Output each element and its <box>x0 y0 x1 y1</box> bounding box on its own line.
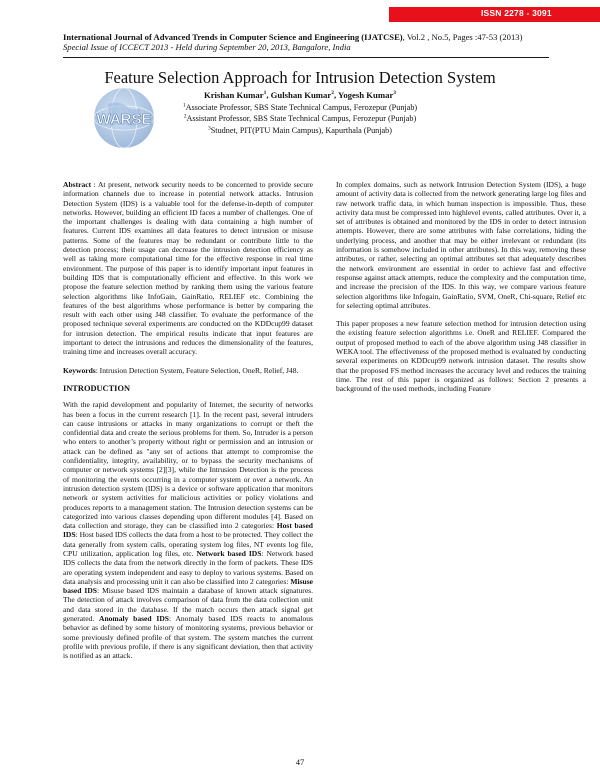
affiliation-mark: 3 <box>208 124 211 131</box>
affiliation-text: Associate Professor, SBS State Technical Campus, Ferozepur (Punjab) <box>185 103 418 112</box>
author-list <box>0 90 600 100</box>
special-issue-line: Special Issue of ICCECT 2013 - Held during September 20, 2013, Bangalore, India <box>63 42 351 52</box>
intro-paragraph-3: This paper proposes a new feature selection method for intrusion detection using the existing feature selection algorithms i.e. OneR and RELIEF. Compared the output of proposed method to each of the above algorithm using J48 classifier in WEKA tool. The effectiveness of the proposed method is evaluated by conducting several experiments on KDDcup99 network intrusion dataset. The results show that the proposed FS method increases the accuracy level and reduces the training time. The rest of this paper is organized as follows: Section 2 presents a background of the used methods, including Feature <box>336 319 586 394</box>
page-number: 47 <box>295 757 305 767</box>
anomaly-ids-label: Anomaly based IDS <box>99 614 169 624</box>
author-separator: , <box>266 90 271 100</box>
right-column <box>336 180 586 403</box>
intro-paragraph-2: In complex domains, such as network Intrusion Detection System (IDS), a huge amount of activity data is collected from the network generating large log files and raw network traffic data, in which human inspection is impossible. Thus, these activity data must be compressed into highlevel events, called attributes. Over it, a set of attributes is obtained and monitored by the IDS in order to detect intrusion attempts. However, there are some attributes with false correlations, hiding the underlying process, and another that may be either irrelevant or redundant (its information is somehow included in other attributes). In this way, removing these attributes, or rather, selecting an optimal attributes set that adequately describes the network environment are essential in order to achieve fast and effective response against attack attempts, reduce the complexity and the computation time, and increase the precision of the IDS. In this way, we compare various feature selection algorithms like Infogain, GainRatio, SVM, OneR, Chi-square, Relief etc for selecting optimal attributes. <box>336 180 586 310</box>
network-ids-label: Network based IDS <box>196 548 262 558</box>
abstract-text: : At present, network security needs to be concerned to provide secure information channels due to increase in potential network attacks. Intrusion Detection System (IDS) is a valuable tool for the defense-in-depth of computer networks. However, building an efficient ID faces a number of challenges. One of the important challenges is dealing with data containing a high number of features. Current IDS examines all data features to detect intrusion or misuse patterns. Some of the features may be redundant or contribute little to the detection process; their usage can decrease the intrusion detection efficiency as well as taking more computational time for the effective response in real time environment. The purpose of this paper is to identify important input features in building IDS that is computationally efficient and effective. In this work we propose the feature selection method by ranking them using the various feature selection algorithms like InfoGain, GainRatio, RELIEF etc. Combining the features of the best algorithms whose performance is better by comparing the result with each other using J48 classifier. To evaluate the performance of the proposed technique several experiments are conducted on the KDDcup99 dataset for intrusion detection. The empirical results indicate that input features are important to detect the intrusions and reduces the dimensionality of the features, training time and increases overall accuracy. <box>63 180 313 357</box>
anomaly-ids-text: : Anomaly based IDS reacts to anomalous behavior as defined by some history of monitoring systems, previous behavior or some previously defined profile of that system. The system matches the current profile with previous profile, if there is any significant deviation, then that activity is notified as an attack. <box>63 614 313 661</box>
network-ids-text: : Network based IDS collects the data from the network directly in the form of packets. These IDS are operating system independent and easy to deploy to various systems. Based on data analysis and processing unit it can also be classified into 2 categories: <box>63 548 313 586</box>
keywords-paragraph <box>63 366 313 375</box>
intro-paragraph-1 <box>63 400 313 660</box>
affiliation-text: Assistant Professor, SBS State Technical Campus, Ferozepur (Punjab) <box>186 114 417 124</box>
host-ids-text: : Host based IDS collects the data from a host to be protected. They collect the data generally from system calls, operating system log files, NT events log file, CPU utilization, application log files, etc. <box>63 530 313 558</box>
author-name: Yogesh Kumar <box>338 90 394 100</box>
issn-text: ISSN 2278 - 3091 <box>481 8 552 18</box>
intro-text: With the rapid development and popularity of Internet, the security of networks has been a focus in the current research [1]. In the recent past, several intruders can cause intrusions or attacks in many organizations to corrupt or theft the confidential data and create the serious problems for them. So, Intruder is a person who enters to another’s property without right or permission and an intrusion or attack can be defined as "any set of actions that attempt to compromise the confidentiality, integrity, availability, or to bypass the security mechanisms of computer or network systems [2][3], while the Intrusion Detection is the process of monitoring the events occurring in a computer system or over a network. An intrusion detection system (IDS) is a device or software application that monitors network or system activities for malicious activities or policy violations and produces reports to a management station. The Intrusion detection systems can be categorized into various classes depending upon different modules [4]. Based on data collection and storage, they can be classified into 2 categories: <box>63 400 313 531</box>
journal-abbrev: (IJATCSE) <box>361 32 403 42</box>
affiliation <box>0 113 600 124</box>
journal-header <box>63 32 588 52</box>
paper-title: Feature Selection Approach for Intrusion Detection System <box>104 68 496 87</box>
affiliation-mark: 1 <box>182 102 186 109</box>
logo-wordmark: WARSE <box>96 111 152 128</box>
author-mark: 1 <box>263 90 267 97</box>
author-name: Krishan Kumar <box>203 90 264 100</box>
author-name: Gulshan Kumar <box>270 90 332 100</box>
affiliation <box>0 102 600 113</box>
affiliation-list <box>0 102 600 136</box>
misuse-ids-text: : Misuse based IDS maintain a database of known attack signatures. The detection of attack involves comparison of data from the data collection unit and data stored in the database. If the match occurs then attack signal get generated. <box>63 586 313 624</box>
issn-banner <box>389 7 600 22</box>
author-separator: , <box>334 90 339 100</box>
journal-volume: , Vol.2 , No.5, Pages :47-53 (2013) <box>402 32 523 42</box>
host-ids-label: Host based IDS <box>63 521 314 540</box>
abstract-paragraph <box>63 180 313 357</box>
misuse-ids-label: Misuse based IDS <box>63 576 313 596</box>
abstract-label: Abstract <box>63 180 92 189</box>
left-column <box>63 180 313 670</box>
journal-line <box>63 32 588 42</box>
author-mark: 2 <box>331 90 334 97</box>
section-heading-introduction: INTRODUCTION <box>63 383 131 393</box>
keywords-text: : Intrusion Detection System, Feature Selection, OneR, Relief, J48. <box>95 365 299 375</box>
affiliation <box>0 125 600 136</box>
affiliation-mark: 2 <box>183 113 187 120</box>
journal-name: International Journal of Advanced Trends in Computer Science and Engineering <box>63 32 360 42</box>
author-mark: 3 <box>393 90 397 97</box>
header-divider <box>63 57 549 58</box>
keywords-label: Keywords <box>63 365 96 375</box>
affiliation-text: Studnet, PIT(PTU Main Campus), Kapurthala (Punjab) <box>210 125 392 135</box>
